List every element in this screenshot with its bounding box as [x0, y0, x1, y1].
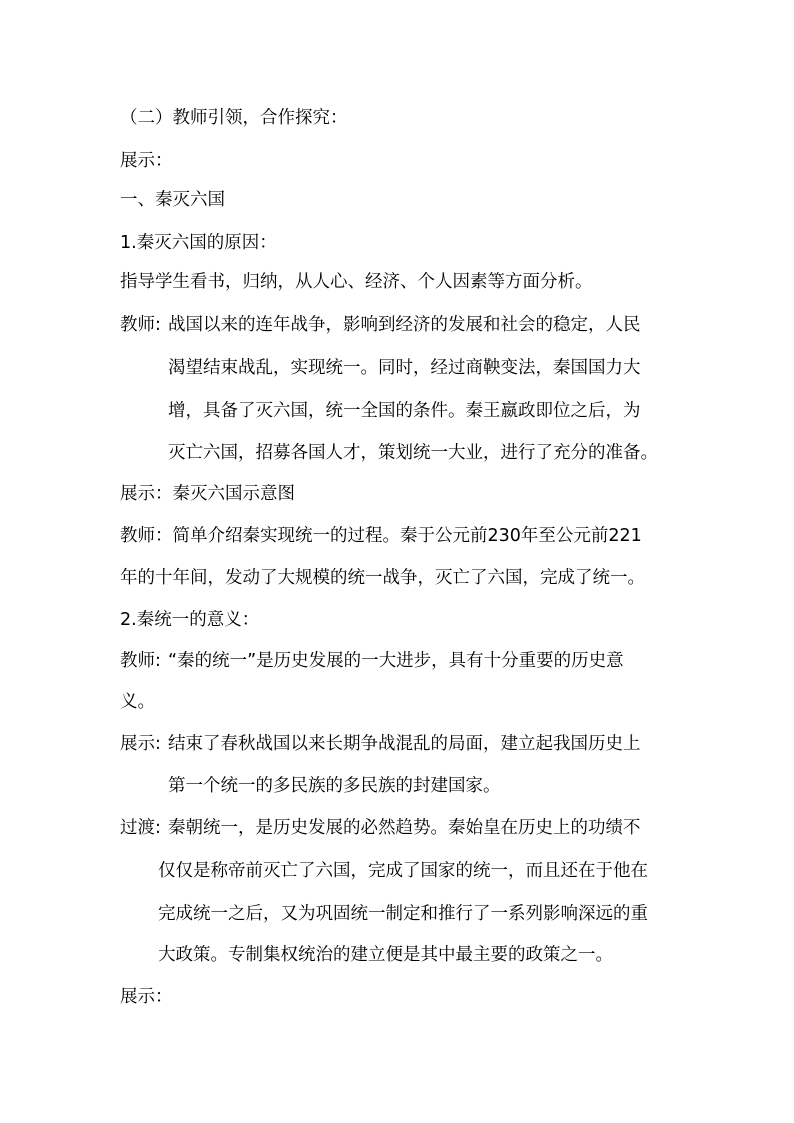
speaker-label: 展示:: [120, 734, 161, 754]
paragraph-text: 秦朝统一，是历史发展的必然趋势。秦始皇在历史上的功绩不: [168, 818, 641, 838]
instruction-line: 指导学生看书，归纳，从人心、经济、个人因素等方面分析。: [120, 272, 593, 292]
teacher-paragraph-3: [120, 650, 700, 672]
paragraph-text: 结束了春秋战国以来长期争战混乱的局面，建立起我国历史上: [168, 734, 641, 754]
paragraph-line: 第一个统一的多民族的多民族的封建国家。: [168, 776, 501, 796]
teacher-paragraph-1: [120, 314, 700, 336]
topic-heading-causes: 1.秦灭六国的原因：: [120, 233, 277, 253]
show-map-line: 展示：秦灭六国示意图: [120, 484, 295, 504]
paragraph-line: 灭亡六国，招募各国人才，策划统一大业，进行了充分的准备。: [168, 443, 658, 463]
topic-heading-significance: 2.秦统一的意义：: [120, 610, 260, 630]
speaker-label: 教师:: [120, 315, 161, 335]
paragraph-line: 年的十年间，发动了大规模的统一战争，灭亡了六国，完成了统一。: [120, 568, 645, 588]
paragraph-text: 战国以来的连年战争，影响到经济的发展和社会的稳定，人民: [168, 315, 641, 335]
subsection-heading: 一、秦灭六国: [120, 190, 225, 210]
paragraph-line: 大政策。专制集权统治的建立便是其中最主要的政策之一。: [158, 945, 613, 965]
teacher-paragraph-2: 教师：简单介绍秦实现统一的过程。秦于公元前230年至公元前221: [120, 526, 642, 546]
show-label: 展示：: [120, 987, 173, 1007]
speaker-label: 过渡:: [120, 818, 161, 838]
paragraph-line: 渴望结束战乱，实现统一。同时，经过商鞅变法，秦国国力大: [168, 358, 641, 378]
speaker-label: 教师:: [120, 651, 161, 671]
show-paragraph: [120, 733, 700, 755]
paragraph-line: 完成统一之后，又为巩固统一制定和推行了一系列影响深远的重: [158, 904, 648, 924]
paragraph-text: “秦的统一”是历史发展的一大进步，具有十分重要的历史意: [168, 651, 624, 671]
transition-paragraph: [120, 817, 700, 839]
paragraph-line: 仅仅是称帝前灭亡了六国，完成了国家的统一，而且还在于他在: [158, 861, 648, 881]
show-label: 展示：: [120, 151, 173, 171]
section-heading: （二）教师引领，合作探究：: [120, 108, 348, 128]
paragraph-line: 义。: [120, 692, 155, 712]
paragraph-line: 增，具备了灭六国，统一全国的条件。秦王嬴政即位之后，为: [168, 401, 641, 421]
